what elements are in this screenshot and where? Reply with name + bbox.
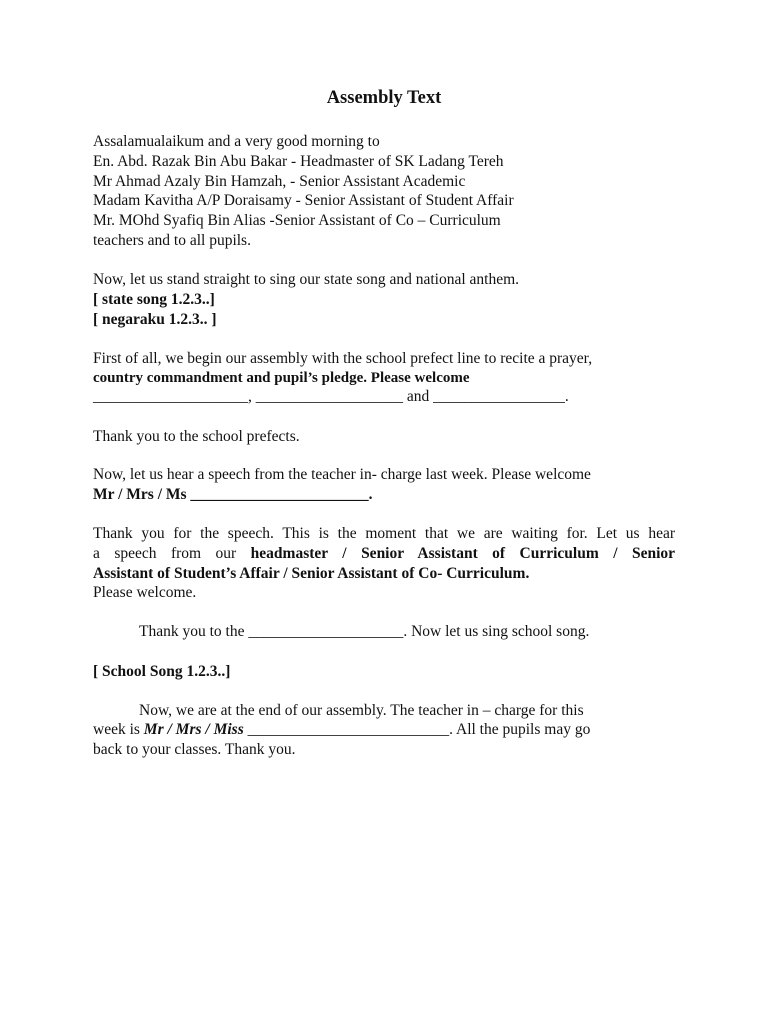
state-song-cue: [ state song 1.2.3..] — [93, 291, 215, 308]
greeting-line: Madam Kavitha A/P Doraisamy - Senior Assistant of Student Affair — [93, 192, 514, 209]
school-song-cue: [ School Song 1.2.3..] — [93, 663, 231, 680]
closing-line: back to your classes. Thank you. — [93, 741, 296, 758]
anthem-intro: Now, let us stand straight to sing our state song and national anthem. — [93, 271, 520, 288]
page-title: Assembly Text — [326, 88, 442, 108]
prefect-blanks: ____________________, ___________________ and _________________. — [93, 388, 569, 405]
headmaster-speech-line: Please welcome. — [93, 584, 197, 601]
greeting-line: Assalamualaikum and a very good morning to — [93, 133, 380, 150]
closing-line: week is Mr / Mrs / Miss __________________________. All the pupils may go — [93, 721, 591, 738]
greeting-line: teachers and to all pupils. — [93, 232, 251, 249]
thanks-speaker: Thank you to the ____________________. Now let us sing school song. — [139, 623, 590, 640]
headmaster-speech-line: a speech from our headmaster / Senior Assistant of Curriculum / Senior — [93, 545, 676, 562]
thanks-prefects: Thank you to the school prefects. — [93, 428, 300, 445]
prefect-line: First of all, we begin our assembly with the school prefect line to recite a prayer, — [93, 350, 593, 367]
prefect-line: country commandment and pupil’s pledge. Please welcome — [93, 370, 470, 386]
negaraku-cue: [ negaraku 1.2.3.. ] — [93, 311, 217, 328]
teacher-speech-line: Now, let us hear a speech from the teacher in- charge last week. Please welcome — [93, 466, 591, 483]
closing-line: Now, we are at the end of our assembly. The teacher in – charge for this — [139, 702, 584, 719]
headmaster-speech-line: Thank you for the speech. This is the moment that we are waiting for. Let us hear — [93, 525, 675, 542]
greeting-line: Mr Ahmad Azaly Bin Hamzah, - Senior Assistant Academic — [93, 173, 466, 190]
greeting-line: Mr. MOhd Syafiq Bin Alias -Senior Assistant of Co – Curriculum — [93, 212, 501, 229]
headmaster-speech-line: Assistant of Student’s Affair / Senior Assistant of Co- Curriculum. — [93, 565, 530, 582]
teacher-speech-name: Mr / Mrs / Ms _______________________. — [93, 486, 373, 503]
greeting-line: En. Abd. Razak Bin Abu Bakar - Headmaster of SK Ladang Tereh — [93, 153, 504, 170]
